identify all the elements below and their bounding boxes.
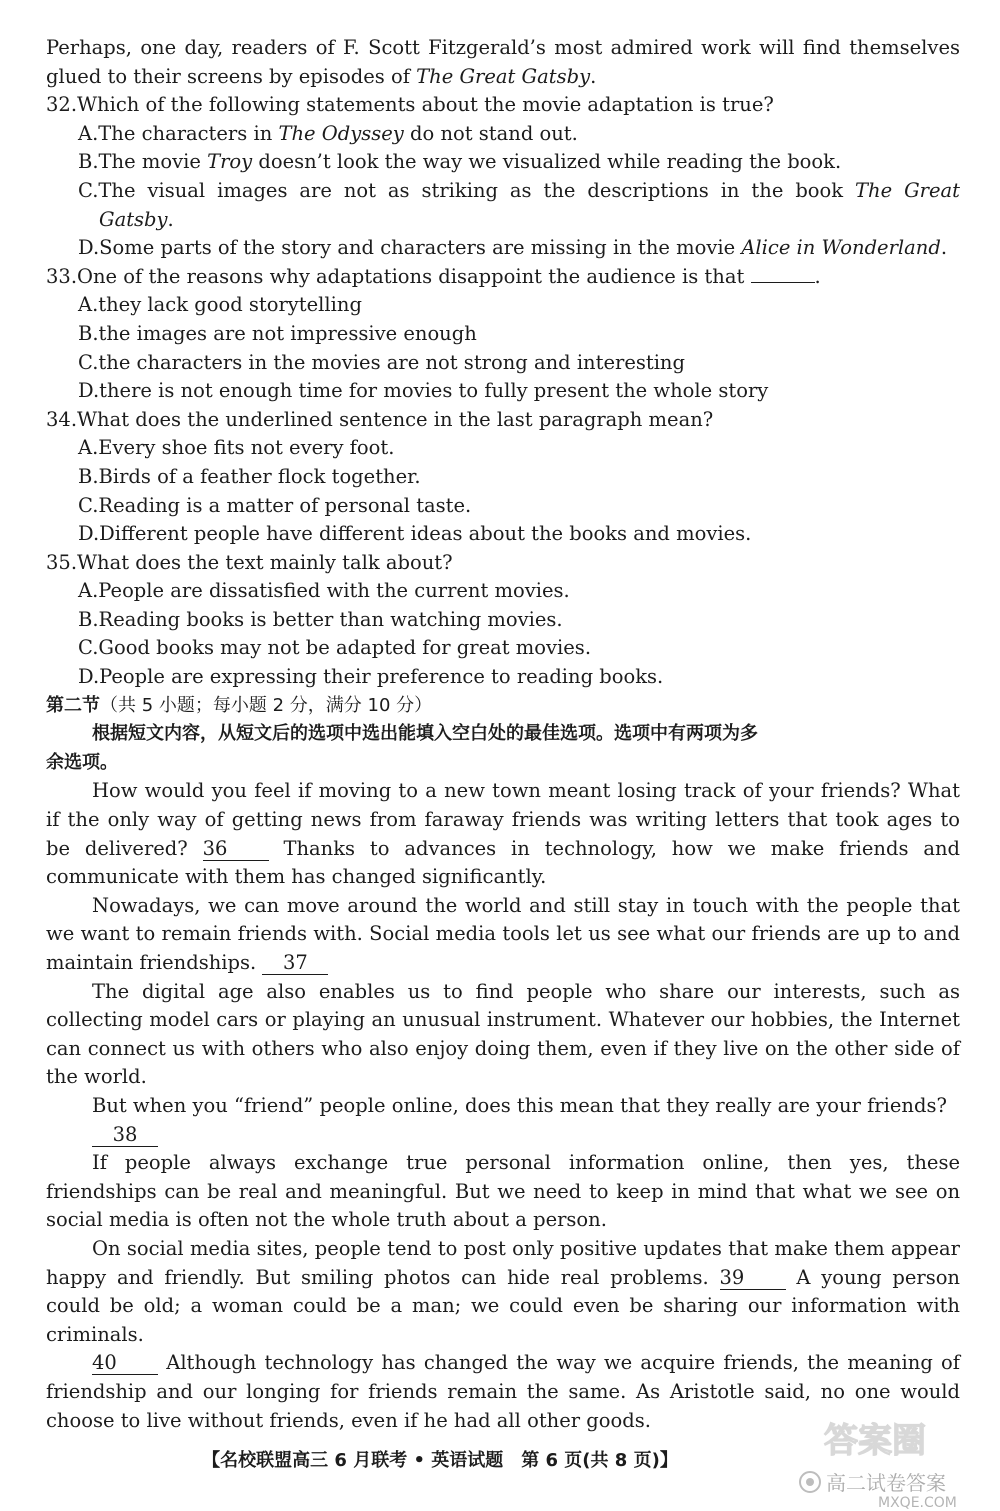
intro-line-2: glued to their screens by episodes of The Great Gatsby.	[46, 64, 597, 88]
q34-option-a: A.Every shoe fits not every foot.	[78, 436, 395, 460]
passage-p1-line-4: communicate with them has changed significantly.	[46, 865, 547, 889]
q34-option-b: B.Birds of a feather flock together.	[78, 464, 421, 488]
passage-p1-line-2: if the only way of getting news from faraway friends was writing letters that took ages to	[46, 808, 960, 832]
svg-text:答案圈: 答案圈	[824, 1421, 926, 1461]
q32-option-b: B.The movie Troy doesn’t look the way we visualized while reading the book.	[78, 150, 842, 174]
passage-p1-line-1: How would you feel if moving to a new town meant losing track of your friends? What	[92, 779, 960, 803]
q33-option-b: B.the images are not impressive enough	[78, 321, 477, 345]
q35-option-d: D.People are expressing their preference to reading books.	[78, 665, 664, 689]
blank-38: 38	[92, 1124, 158, 1147]
passage-p4-line-4: friendships can be real and meaningful. But we need to keep in mind that what we see on	[46, 1179, 960, 1203]
q33-option-d: D.there is not enough time for movies to fully present the whole story	[78, 379, 769, 403]
passage-p1-line-3: be delivered? 36 Thanks to advances in technology, how we make friends and	[46, 836, 961, 860]
watermark-site: MXQE.COM	[878, 1495, 957, 1509]
passage-p3-line-1: The digital age also enables us to find people who share our interests, such as	[92, 979, 960, 1003]
q34-option-c: C.Reading is a matter of personal taste.	[78, 493, 472, 517]
passage-p5-line-3: could be old; a woman could be a man; we could even be sharing our information with	[46, 1294, 960, 1318]
passage-p3-line-4: the world.	[46, 1065, 147, 1089]
page-footer: 【名校联盟高三 6 月联考 • 英语试题 第 6 页(共 8 页)】	[202, 1450, 678, 1471]
passage-p6-line-1: 40 Although technology has changed the way we acquire friends, the meaning of	[92, 1351, 960, 1375]
passage-p5-line-2: happy and friendly. But smiling photos can hide real problems. 39 A young person	[46, 1265, 960, 1289]
section-2-instructions-cont: 余选项。	[46, 751, 118, 773]
q33-option-a: A.they lack good storytelling	[78, 293, 362, 317]
section-2-heading: 第二节（共 5 小题；每小题 2 分，满分 10 分）	[46, 694, 433, 716]
watermark-text: 高二试卷答案	[826, 1471, 946, 1495]
blank-40: 40	[92, 1352, 158, 1375]
passage-p2-line-1: Nowadays, we can move around the world and still stay in touch with the people that	[92, 893, 960, 917]
q32-option-a: A.The characters in The Odyssey do not stand out.	[78, 121, 578, 145]
q35-option-a: A.People are dissatisfied with the current movies.	[78, 579, 570, 603]
passage-p5-line-1: On social media sites, people tend to post only positive updates that make them appear	[92, 1236, 960, 1260]
q33-option-c: C.the characters in the movies are not strong and interesting	[78, 350, 685, 374]
q35-option-c: C.Good books may not be adapted for great movies.	[78, 636, 592, 660]
passage-p4-line-2	[46, 1121, 960, 1150]
q32-option-c: C.The visual images are not as striking as the descriptions in the book The Great	[78, 178, 960, 202]
blank-39: 39	[720, 1267, 786, 1290]
q34-option-d: D.Different people have different ideas about the books and movies.	[78, 522, 752, 546]
passage-p3-line-3: can connect us with others who also enjoy doing them, even if they live on the other side of	[46, 1036, 960, 1060]
passage-p3-line-2: collecting model cars or playing an unusual instrument. Whatever our hobbies, the Internet	[46, 1008, 960, 1032]
question-35-stem: 35.What does the text mainly talk about?	[46, 550, 453, 574]
passage-p4-line-1: But when you “friend” people online, does this mean that they really are your friends?	[92, 1093, 947, 1117]
q32-option-d: D.Some parts of the story and characters are missing in the movie Alice in Wonderland.	[78, 236, 948, 260]
passage-p6-line-3: choose to live without friends, even if he had all other goods.	[46, 1408, 651, 1432]
blank-36: 36	[203, 838, 269, 861]
question-33-stem: 33.One of the reasons why adaptations disappoint the audience is that .	[46, 264, 821, 288]
question-34-stem: 34.What does the underlined sentence in the last paragraph mean?	[46, 407, 714, 431]
passage-p5-line-4: criminals.	[46, 1322, 144, 1346]
answer-blank	[751, 282, 815, 283]
passage-p2-line-2: we want to remain friends with. Social media tools let us see what our friends are up to and	[46, 922, 960, 946]
passage-p6-line-2: friendship and our longing for friends remain the same. As Aristotle said, no one would	[46, 1379, 960, 1403]
blank-37: 37	[262, 952, 328, 975]
section-2-instructions: 根据短文内容，从短文后的选项中选出能填入空白处的最佳选项。选项中有两项为多	[92, 723, 758, 745]
intro-line-1: Perhaps, one day, readers of F. Scott Fitzgerald’s most admired work will find themselves	[46, 36, 960, 59]
watermark-logo	[782, 1414, 992, 1509]
exam-page	[46, 34, 960, 1435]
question-32-stem: 32.Which of the following statements about the movie adaptation is true?	[46, 93, 774, 117]
q32-option-c-cont: Gatsby.	[99, 207, 174, 231]
passage-p4-line-5: social media is often not the whole truth about a person.	[46, 1208, 607, 1232]
q35-option-b: B.Reading books is better than watching movies.	[78, 607, 563, 631]
passage-p2-line-3: maintain friendships. 37	[46, 949, 960, 978]
passage-p4-line-3: If people always exchange true personal information online, then yes, these	[92, 1151, 960, 1175]
